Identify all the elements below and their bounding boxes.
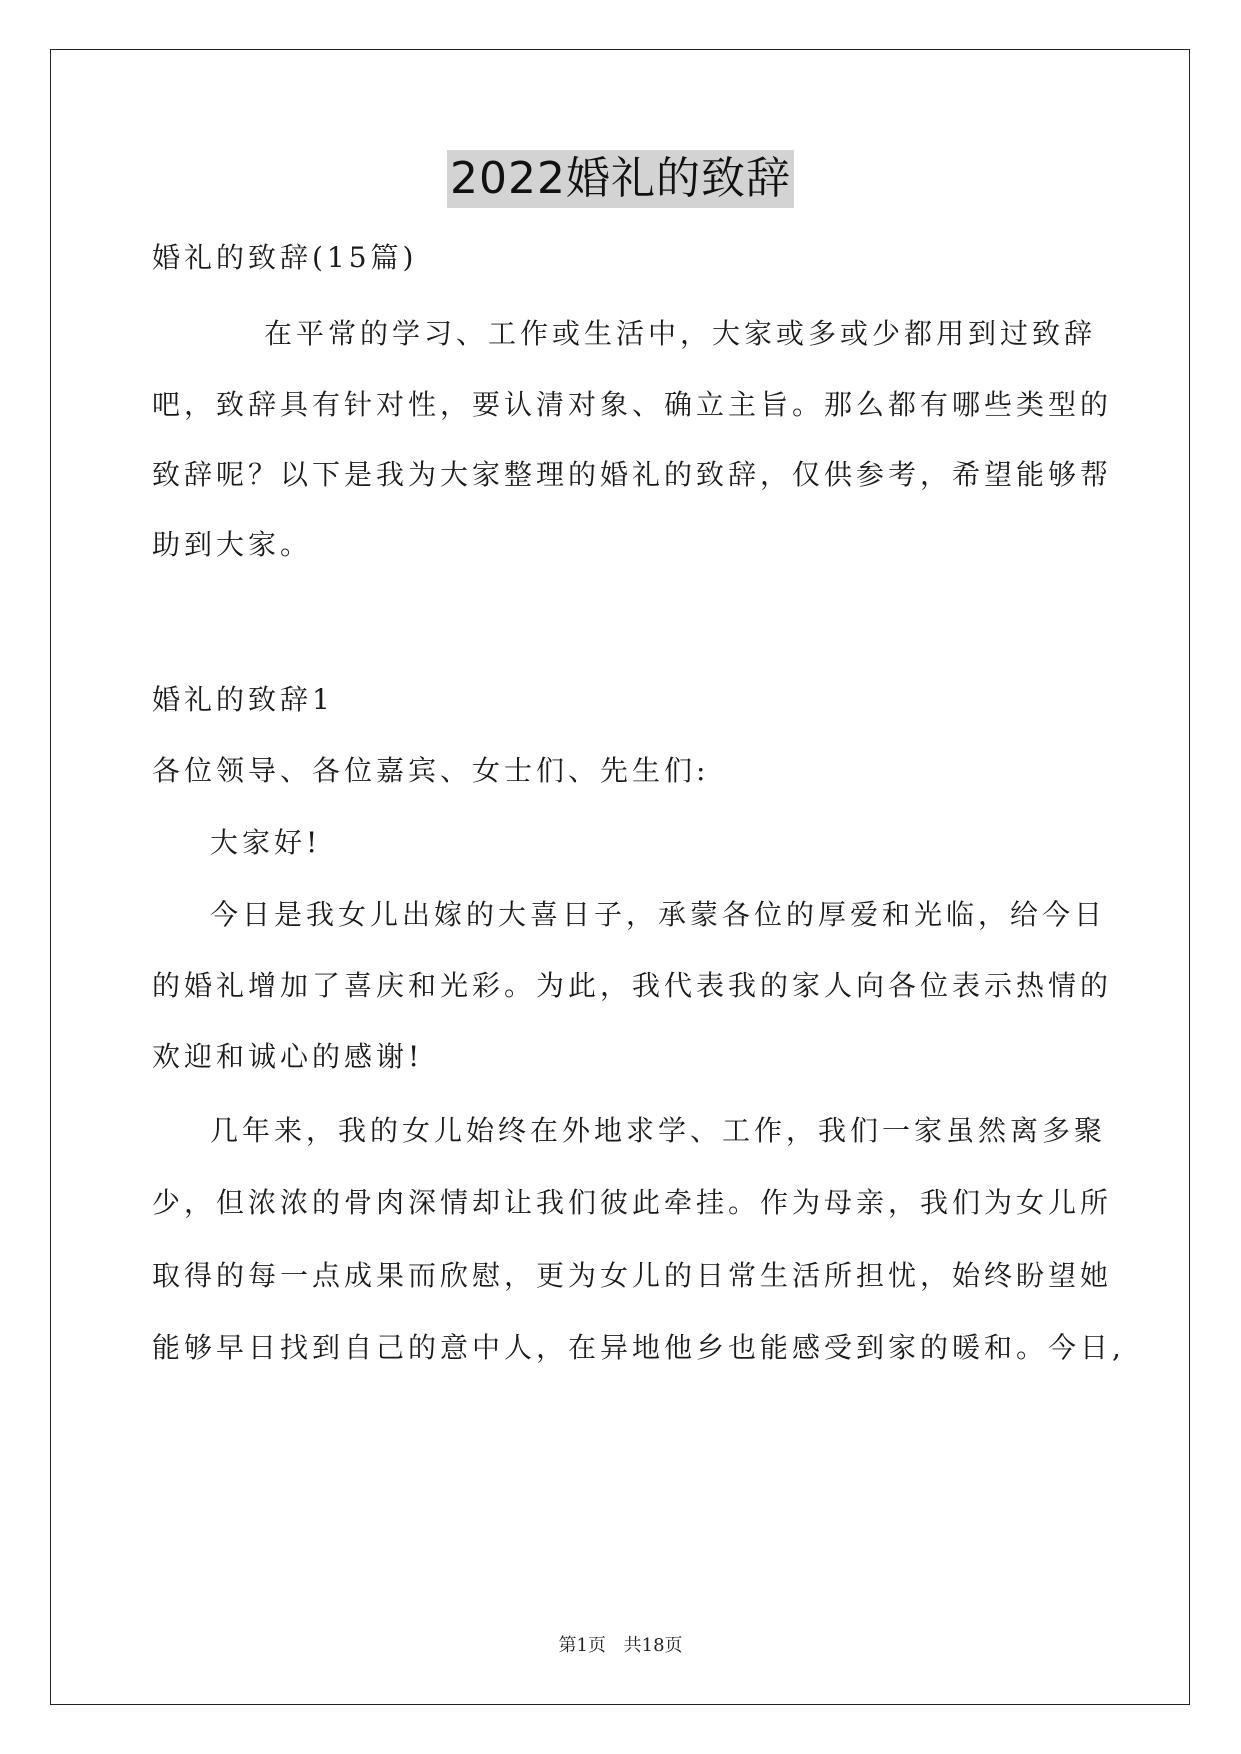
greeting: 大家好! xyxy=(210,826,322,859)
salutation: 各位领导、各位嘉宾、女士们、先生们: xyxy=(152,754,710,787)
intro-line-4: 助到大家。 xyxy=(152,528,313,561)
page-border xyxy=(50,49,1190,1705)
para2-line-1: 几年来，我的女儿始终在外地求学、工作，我们一家虽然离多聚 xyxy=(210,1114,1107,1147)
para1-line-3: 欢迎和诚心的感谢! xyxy=(152,1040,424,1073)
para2-line-3: 取得的每一点成果而欣慰，更为女儿的日常生活所担忧，始终盼望她 xyxy=(152,1259,1113,1292)
para1-line-2: 的婚礼增加了喜庆和光彩。为此，我代表我的家人向各位表示热情的 xyxy=(152,969,1113,1002)
document-title: 2022婚礼的致辞 xyxy=(447,150,794,208)
intro-line-1: 在平常的学习、工作或生活中，大家或多或少都用到过致辞 xyxy=(264,317,1097,350)
intro-line-3: 致辞呢？以下是我为大家整理的婚礼的致辞，仅供参考，希望能够帮 xyxy=(152,458,1113,491)
para1-line-1: 今日是我女儿出嫁的大喜日子，承蒙各位的厚爱和光临，给今日 xyxy=(210,898,1107,931)
page-footer xyxy=(0,1631,1241,1657)
para2-line-2: 少，但浓浓的骨肉深情却让我们彼此牵挂。作为母亲，我们为女儿所 xyxy=(152,1186,1113,1219)
para2-line-4: 能够早日找到自己的意中人，在异地他乡也能感受到家的暖和。今日, xyxy=(152,1331,1125,1364)
intro-line-2: 吧，致辞具有针对性，要认清对象、确立主旨。那么都有哪些类型的 xyxy=(152,388,1113,421)
title-container xyxy=(0,150,1241,208)
document-subtitle: 婚礼的致辞(15篇) xyxy=(152,241,418,274)
section-heading: 婚礼的致辞1 xyxy=(152,683,334,716)
page-number: 第1页 xyxy=(558,1635,606,1656)
page-total: 共18页 xyxy=(623,1635,683,1656)
